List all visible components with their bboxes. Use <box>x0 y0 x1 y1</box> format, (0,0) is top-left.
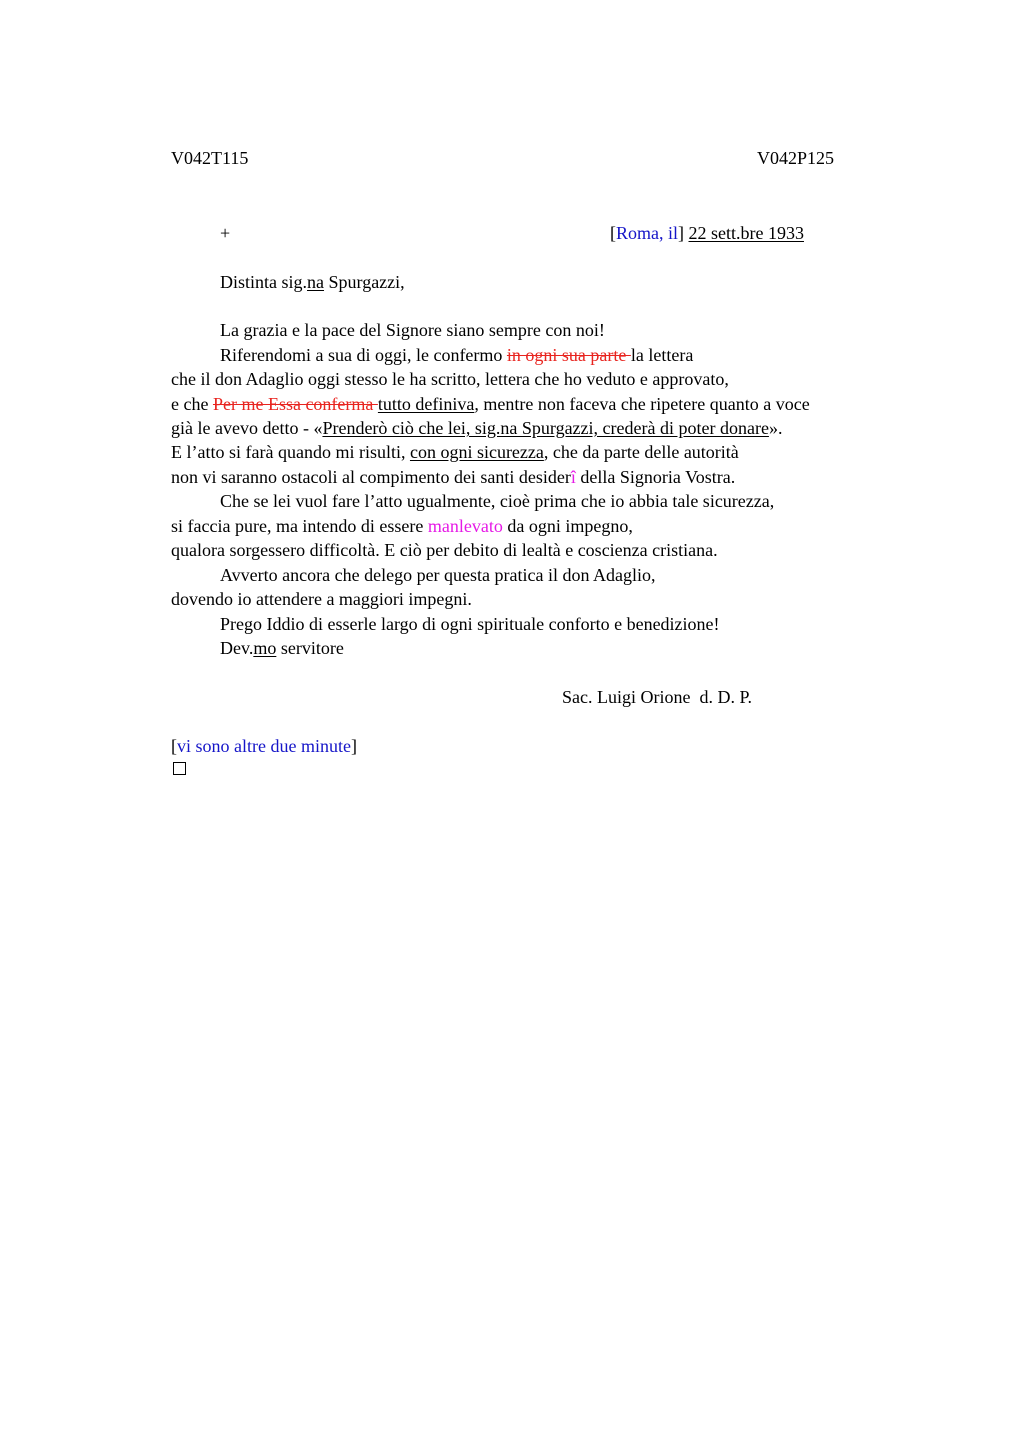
body-line-7: non vi saranno ostacoli al compimento dei santi desiderî della Signoria Vostra. <box>171 467 736 487</box>
corrected-text: manlevato <box>427 516 503 536</box>
body-line-13: Prego Iddio di esserle largo di ogni spirituale conforto e benedizione! <box>220 614 720 634</box>
body-line-5: già le avevo detto - «Prenderò ciò che lei, sig.na Spurgazzi, crederà di poter donare». <box>171 418 783 438</box>
closing-line: Dev.mo servitore <box>220 638 344 658</box>
date-place: Roma, il <box>616 223 678 243</box>
body-line-11: Avverto ancora che delego per questa pratica il don Adaglio, <box>220 565 656 585</box>
body-line-2: Riferendomi a sua di oggi, le confermo in ogni sua parte la lettera <box>220 345 694 365</box>
date-text: 22 sett.bre 1933 <box>688 223 804 243</box>
body-line-1: La grazia e la pace del Signore siano sempre con noi! <box>220 320 605 340</box>
signature: Sac. Luigi Orione d. D. P. <box>562 687 752 707</box>
header-right-code: V042P125 <box>757 148 835 168</box>
corrected-text: î <box>570 467 576 487</box>
body-line-8: Che se lei vuol fare l’atto ugualmente, cioè prima che io abbia tale sicurezza, <box>220 491 775 511</box>
date-bracket-open: [ <box>610 223 616 243</box>
cross-mark: + <box>220 223 231 243</box>
body-line-9: si faccia pure, ma intendo di essere manlevato da ogni impegno, <box>171 516 633 536</box>
date-bracket-close: ] <box>678 223 684 243</box>
deleted-text: Per me Essa conferma <box>212 394 378 414</box>
salutation: Distinta sig.na Spurgazzi, <box>220 272 405 292</box>
body-line-10: qualora sorgessero difficoltà. E ciò per debito di lealtà e coscienza cristiana. <box>171 540 718 560</box>
header-left-code: V042T115 <box>171 148 249 168</box>
letter-date <box>610 221 804 245</box>
deleted-text: in ogni sua parte <box>506 345 631 365</box>
body-line-3: che il don Adaglio oggi stesso le ha scritto, lettera che ho veduto e approvato, <box>171 369 729 389</box>
end-square-icon <box>173 762 186 775</box>
body-line-4: e che Per me Essa conferma tutto definiva, mentre non faceva che ripetere quanto a voce <box>171 394 810 414</box>
body-line-6: E l’atto si farà quando mi risulti, con ogni sicurezza, che da parte delle autorità <box>171 442 739 462</box>
editor-note: [vi sono altre due minute] <box>171 736 357 756</box>
body-line-12: dovendo io attendere a maggiori impegni. <box>171 589 472 609</box>
